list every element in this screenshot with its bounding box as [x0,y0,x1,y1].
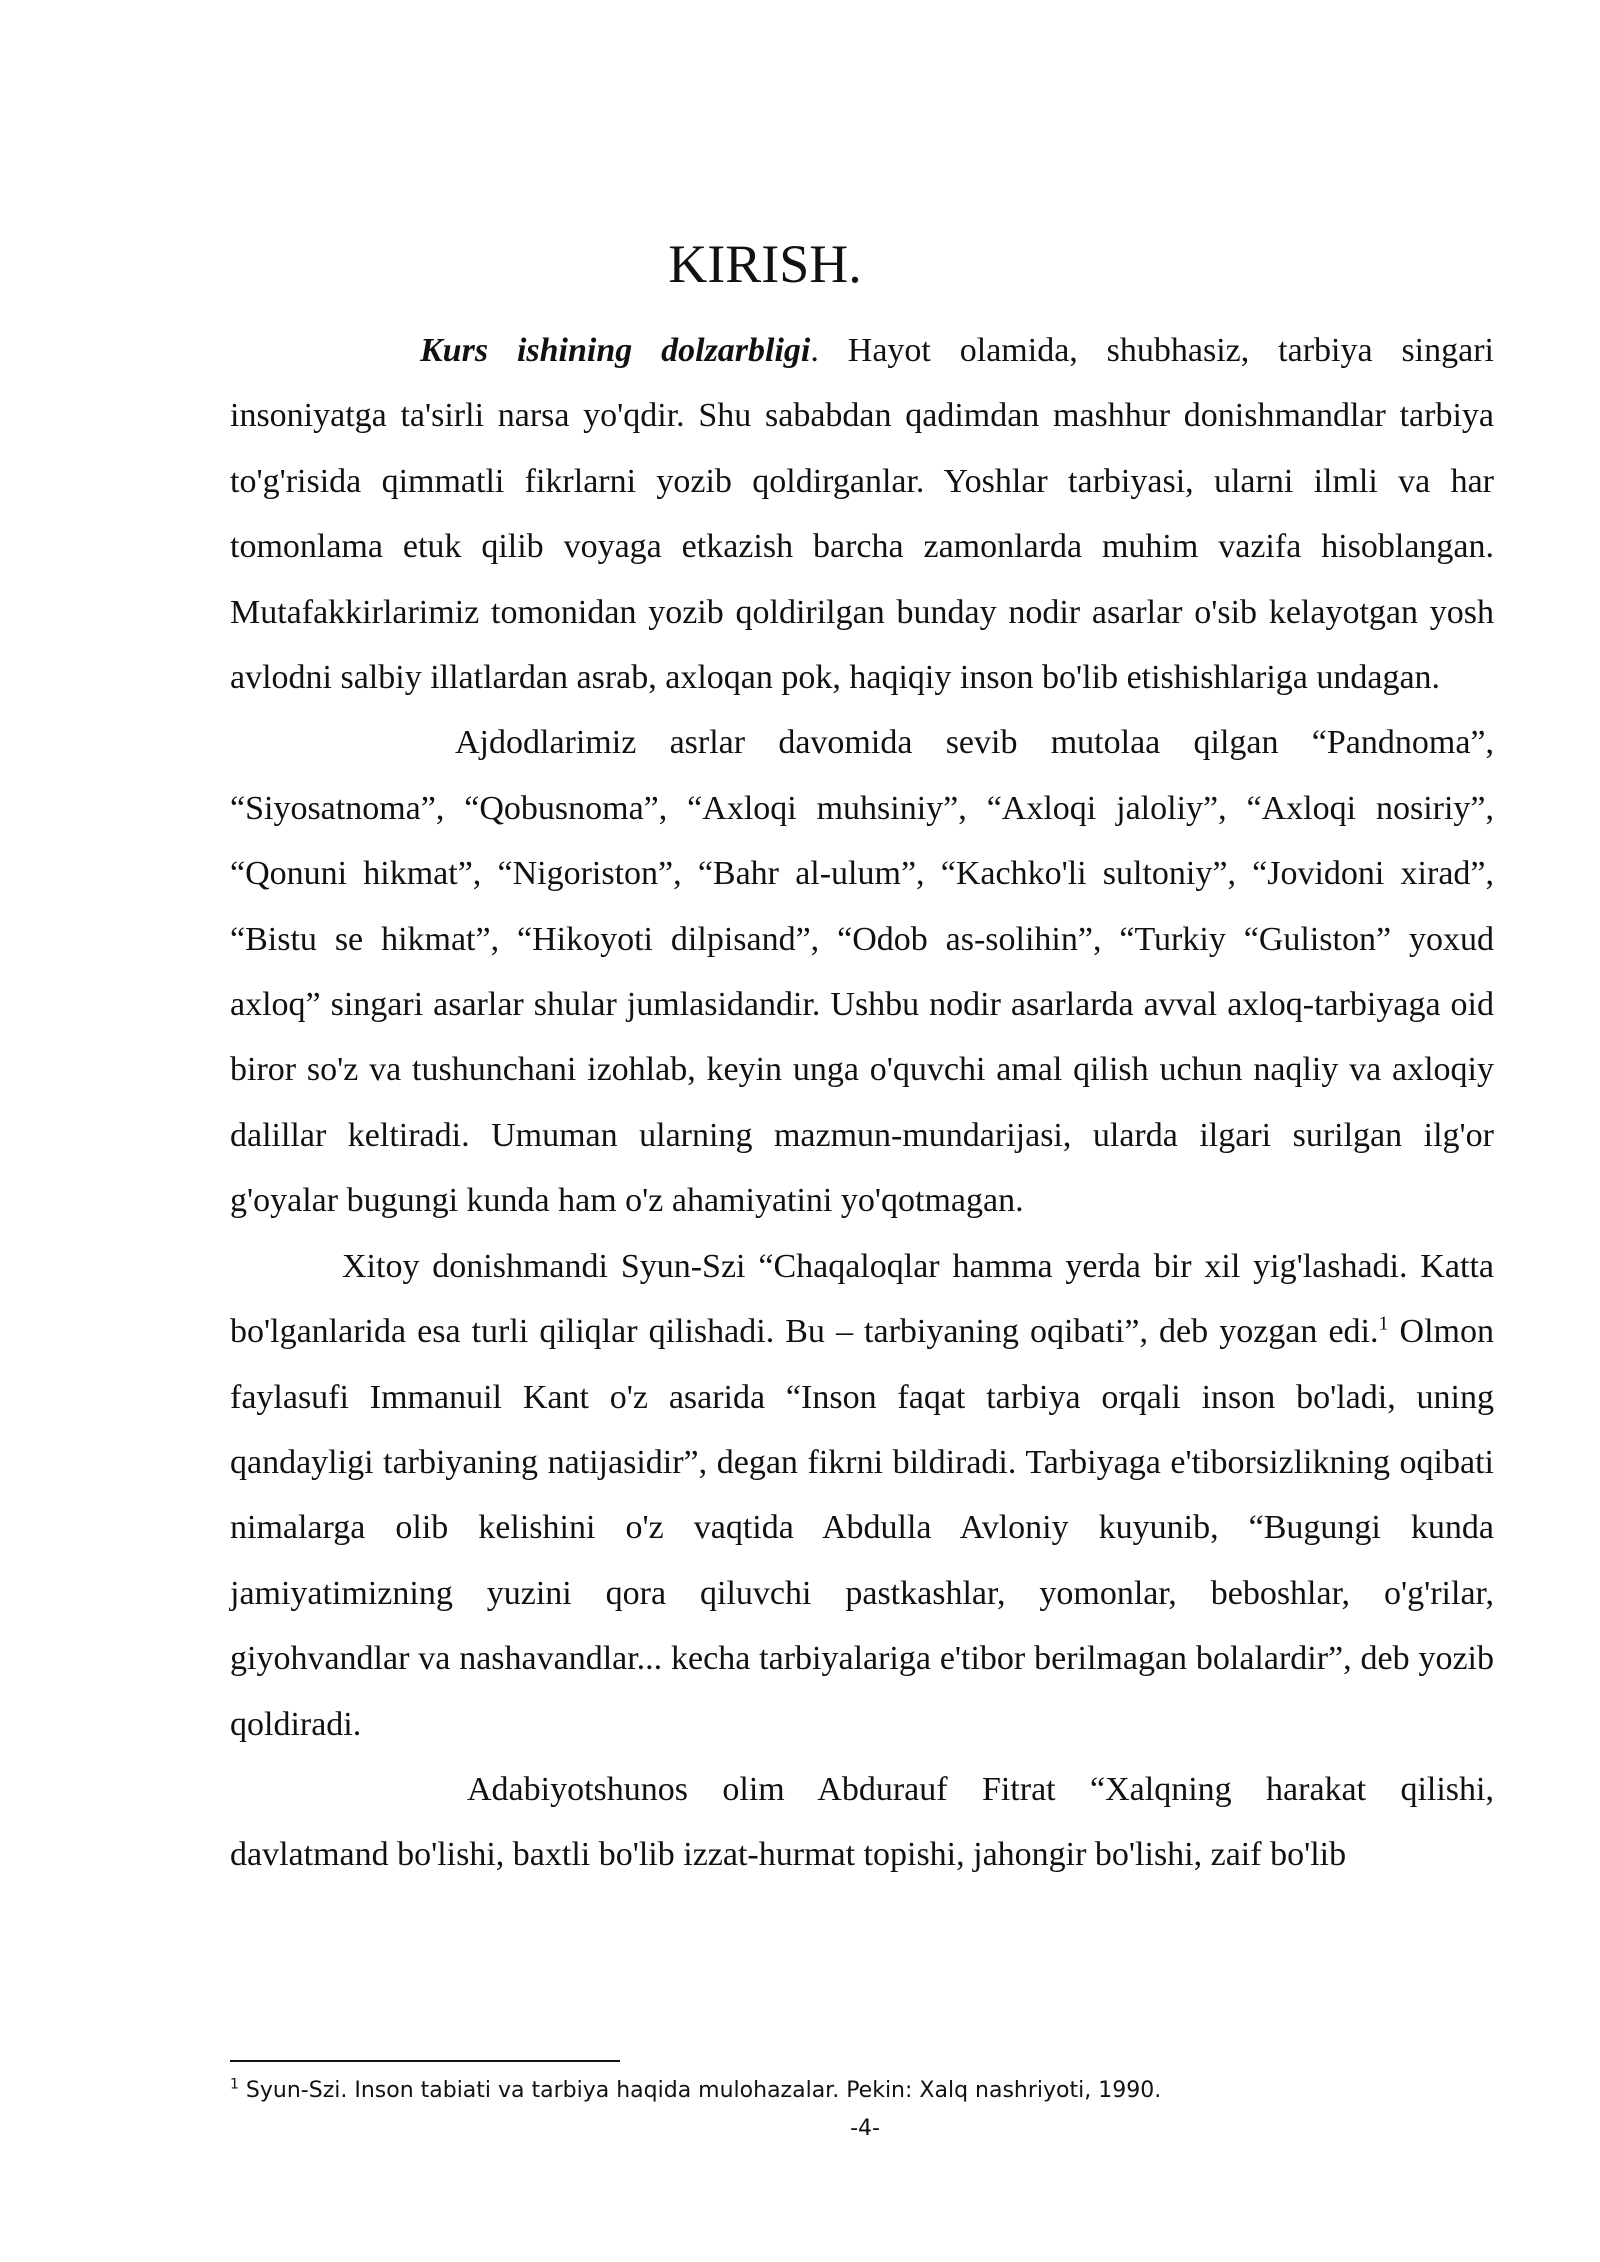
paragraph-ancestors-works: Ajdodlarimiz asrlar davomida sevib mutolaa qilgan “Pandnoma”, “Siyosatnoma”, “Qobusnoma”, “Axloqi muhsiniy”, “Axloqi jaloliy”, “Axloqi nosiriy”, “Qonuni hikmat”, “Nigoriston”, “Bahr al-ulum”, “Kachko'li sultoniy”, “Jovidoni xirad”, “Bistu se hikmat”, “Hikoyoti dilpisand”, “Odob as-solihin”, “Turkiy “Guliston” yoxud axloq” singari asarlar shular jumlasidandir. Ushbu nodir asarlarda avval axloq-tarbiyaga oid biror so'z va tushunchani izohlab, keyin unga o'quvchi amal qilish uchun naqliy va axloqiy dalillar keltiradi. Umuman ularning mazmun-mundarijasi, ularda ilgari surilgan ilg'or g'oyalar bugungi kunda ham o'z ahamiyatini yo'qotmagan. [230,724,1494,1220]
body-text [230,318,1494,1888]
paragraph-relevance [230,318,1494,710]
paragraph-lead-term: Kurs ishining dolzarbligi [420,332,811,369]
footnote-number: 1 [230,2076,239,2093]
footnote-separator [230,2060,620,2062]
paragraph-text: . Hayot olamida, shubhasiz, tarbiya singari insoniyatga ta'sirli narsa yo'qdir. Shu sababdan qadimdan mashhur donishmandlar tarbiya to'g'risida qimmatli fikrlarni yozib qoldirganlar. Yoshlar tarbiyasi, ularni ilmli va har tomonlama etuk qilib voyaga etkazish barcha zamonlarda muhim vazifa hisoblangan. Mutafakkirlarimiz tomonidan yozib qoldirilgan bunday nodir asarlar o'sib kelayotgan yosh avlodni salbiy illatlardan asrab, axloqan pok, haqiqiy inson bo'lib etishishlariga undagan. [230,332,1494,697]
footnote [230,2076,1494,2106]
page-title: KIRISH. [668,234,862,294]
paragraph-text: Xitoy donishmandi Syun-Szi “Chaqaloqlar hamma yerda bir xil yig'lashadi. Katta bo'lganlarida esa turli qiliqlar qilishadi. Bu – tarbiyaning oqibati”, deb yozgan edi. [230,1247,1494,1351]
footnote-text: Syun-Szi. Inson tabiati va tarbiya haqida mulohazalar. Pekin: Xalq nashriyoti, 1990. [238,2078,1162,2103]
page-number: -4- [850,2116,880,2141]
paragraph-text: Olmon faylasufi Immanuil Kant o'z asarida “Inson faqat tarbiya orqali inson bo'ladi, uning qandayligi tarbiyaning natijasidir”, degan fikrni bildiradi. Tarbiyaga e'tiborsizlikning oqibati nimalarga olib kelishini o'z vaqtida Abdulla Avloniy kuyunib, “Bugungi kunda jamiyatimizning yuzini qora qiluvchi pastkashlar, yomonlar, beboshlar, o'g'rilar, giyohvandlar va nashavandlar... kecha tarbiyalariga e'tibor berilmagan bolalardir”, deb yozib qoldiradi. [230,1313,1494,1743]
paragraph-quotes [230,1234,1494,1757]
footnote-reference[interactable]: 1 [1378,1312,1389,1335]
paragraph-fitrat: Adabiyotshunos olim Abdurauf Fitrat “Xalqning harakat qilishi, davlatmand bo'lishi, baxtli bo'lib izzat-hurmat topishi, jahongir bo'lishi, zaif bo'lib [230,1770,1494,1874]
